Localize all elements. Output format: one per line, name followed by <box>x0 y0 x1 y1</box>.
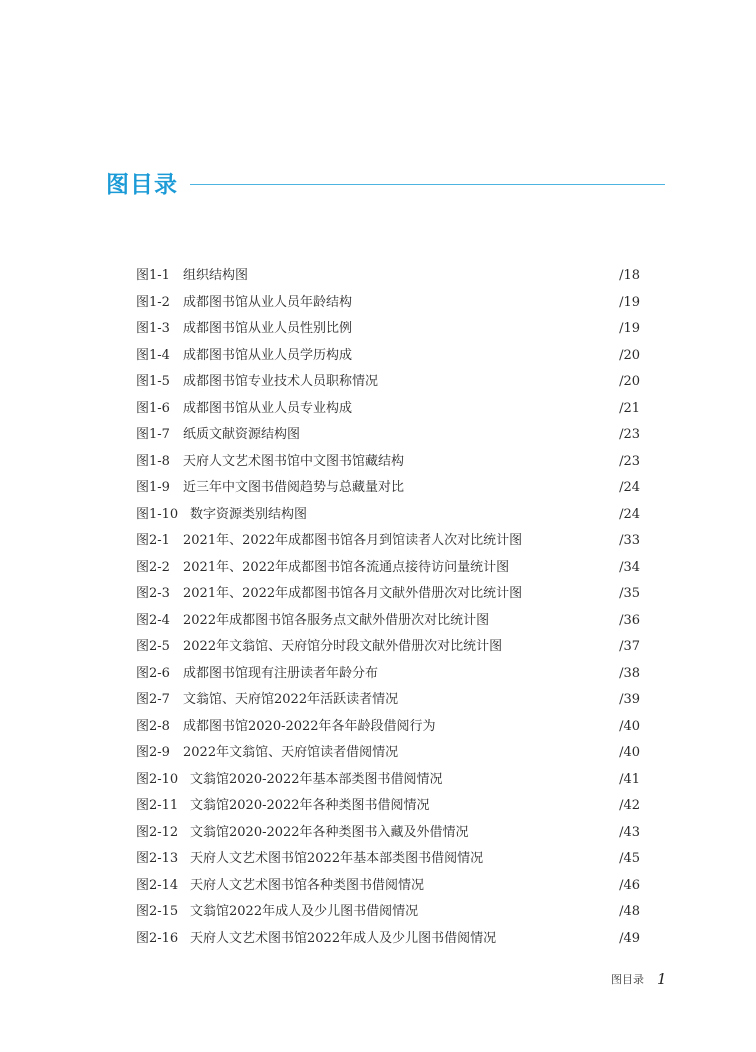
figure-page: /38 <box>619 665 640 681</box>
figure-page: /40 <box>619 745 640 760</box>
toc-entry[interactable] <box>136 502 640 529</box>
figure-page: /40 <box>619 718 640 734</box>
figure-page: /37 <box>619 639 640 654</box>
figure-page: /19 <box>619 294 640 310</box>
figure-title: 2022年文翁馆、天府馆分时段文献外借册次对比统计图 <box>183 639 503 654</box>
figure-number: 图2-5 <box>136 639 170 654</box>
toc-entry[interactable] <box>136 290 640 317</box>
figure-title: 天府人文艺术图书馆2022年基本部类图书借阅情况 <box>190 851 484 866</box>
toc-entry[interactable] <box>136 820 640 847</box>
figure-title: 成都图书馆从业人员学历构成 <box>183 347 353 363</box>
figure-title: 文翁馆2020-2022年各种类图书借阅情况 <box>190 798 430 813</box>
figure-page: /36 <box>619 612 640 628</box>
figure-number: 图1-4 <box>136 347 170 363</box>
figure-title: 天府人文艺术图书馆各种类图书借阅情况 <box>190 877 425 893</box>
figure-page: /23 <box>619 427 640 442</box>
toc-entry[interactable] <box>136 793 640 820</box>
figure-title: 文翁馆2020-2022年各种类图书入藏及外借情况 <box>190 824 469 840</box>
toc-entry[interactable] <box>136 369 640 396</box>
figure-page: /46 <box>619 877 640 893</box>
figure-page: /21 <box>619 400 640 416</box>
footer-page-number: 1 <box>657 970 667 988</box>
figure-title: 2022年成都图书馆各服务点文献外借册次对比统计图 <box>183 612 490 628</box>
toc-entry[interactable] <box>136 608 640 635</box>
figure-page: /48 <box>619 904 640 919</box>
toc-entry[interactable] <box>136 528 640 555</box>
figure-title: 天府人文艺术图书馆2022年成人及少儿图书借阅情况 <box>190 930 497 946</box>
figure-page: /20 <box>619 347 640 363</box>
figure-number: 图2-14 <box>136 877 179 893</box>
toc-entry[interactable] <box>136 555 640 582</box>
figure-number: 图1-2 <box>136 294 170 310</box>
figure-list <box>136 263 640 952</box>
figure-page: /39 <box>619 692 640 707</box>
figure-number: 图2-3 <box>136 586 170 601</box>
figure-title: 文翁馆、天府馆2022年活跃读者情况 <box>183 692 399 707</box>
figure-page: /18 <box>619 268 640 283</box>
figure-title: 2022年文翁馆、天府馆读者借阅情况 <box>183 745 399 760</box>
toc-entry[interactable] <box>136 661 640 688</box>
figure-title: 成都图书馆从业人员年龄结构 <box>183 294 353 310</box>
figure-number: 图2-8 <box>136 718 170 734</box>
figure-page: /42 <box>619 798 640 813</box>
figure-title: 近三年中文图书借阅趋势与总藏量对比 <box>183 480 405 495</box>
figure-title: 纸质文献资源结构图 <box>183 427 301 442</box>
figure-number: 图2-7 <box>136 692 170 707</box>
figure-number: 图1-7 <box>136 427 170 442</box>
figure-number: 图1-1 <box>136 268 170 283</box>
toc-entry[interactable] <box>136 687 640 714</box>
figure-number: 图2-10 <box>136 771 179 787</box>
figure-title: 2021年、2022年成都图书馆各流通点接待访问量统计图 <box>183 559 510 575</box>
heading-rule <box>190 184 665 185</box>
toc-entry[interactable] <box>136 714 640 741</box>
figure-number: 图2-12 <box>136 824 179 840</box>
figure-number: 图2-11 <box>136 798 179 813</box>
figure-number: 图2-15 <box>136 904 179 919</box>
figure-number: 图2-2 <box>136 559 170 575</box>
figure-title: 2021年、2022年成都图书馆各月到馆读者人次对比统计图 <box>183 533 523 548</box>
figure-page: /34 <box>619 559 640 575</box>
figure-title: 2021年、2022年成都图书馆各月文献外借册次对比统计图 <box>183 586 523 601</box>
figure-title: 组织结构图 <box>183 268 249 283</box>
toc-entry[interactable] <box>136 926 640 953</box>
toc-entry[interactable] <box>136 449 640 476</box>
figure-number: 图1-3 <box>136 321 170 336</box>
figure-title: 文翁馆2022年成人及少儿图书借阅情况 <box>190 904 419 919</box>
figure-page: /35 <box>619 586 640 601</box>
figure-title: 成都图书馆从业人员专业构成 <box>183 400 353 416</box>
toc-entry[interactable] <box>136 396 640 423</box>
toc-entry[interactable] <box>136 846 640 873</box>
figure-page: /24 <box>619 480 640 495</box>
figure-page: /45 <box>619 851 640 866</box>
figure-title: 天府人文艺术图书馆中文图书馆藏结构 <box>183 453 405 469</box>
toc-entry[interactable] <box>136 475 640 502</box>
figure-number: 图2-6 <box>136 665 170 681</box>
figure-number: 图2-1 <box>136 533 170 548</box>
figure-page: /23 <box>619 453 640 469</box>
figure-number: 图1-9 <box>136 480 170 495</box>
figure-page: /24 <box>619 506 640 522</box>
figure-title: 文翁馆2020-2022年基本部类图书借阅情况 <box>190 771 443 787</box>
toc-entry[interactable] <box>136 343 640 370</box>
page-heading: 图目录 <box>106 172 178 198</box>
figure-page: /20 <box>619 374 640 389</box>
footer-section-label: 图目录 <box>611 973 644 986</box>
figure-page: /19 <box>619 321 640 336</box>
figure-title: 成都图书馆现有注册读者年龄分布 <box>183 665 379 681</box>
toc-entry[interactable] <box>136 873 640 900</box>
figure-page: /49 <box>619 930 640 946</box>
figure-page: /43 <box>619 824 640 840</box>
figure-title: 成都图书馆专业技术人员职称情况 <box>183 374 379 389</box>
toc-entry[interactable] <box>136 740 640 767</box>
figure-page: /33 <box>619 533 640 548</box>
figure-number: 图2-9 <box>136 745 170 760</box>
toc-entry[interactable] <box>136 422 640 449</box>
figure-number: 图1-6 <box>136 400 170 416</box>
figure-number: 图1-8 <box>136 453 170 469</box>
figure-page: /41 <box>619 771 640 787</box>
toc-entry[interactable] <box>136 316 640 343</box>
toc-entry[interactable] <box>136 581 640 608</box>
figure-number: 图2-16 <box>136 930 179 946</box>
figure-title: 数字资源类别结构图 <box>190 506 308 522</box>
toc-entry[interactable] <box>136 634 640 661</box>
figure-number: 图2-13 <box>136 851 179 866</box>
figure-title: 成都图书馆2020-2022年各年龄段借阅行为 <box>183 718 436 734</box>
figure-number: 图1-5 <box>136 374 170 389</box>
toc-entry[interactable] <box>136 263 640 290</box>
toc-entry[interactable] <box>136 899 640 926</box>
figure-number: 图1-10 <box>136 506 179 522</box>
figure-title: 成都图书馆从业人员性别比例 <box>183 321 353 336</box>
figure-number: 图2-4 <box>136 612 170 628</box>
toc-entry[interactable] <box>136 767 640 794</box>
